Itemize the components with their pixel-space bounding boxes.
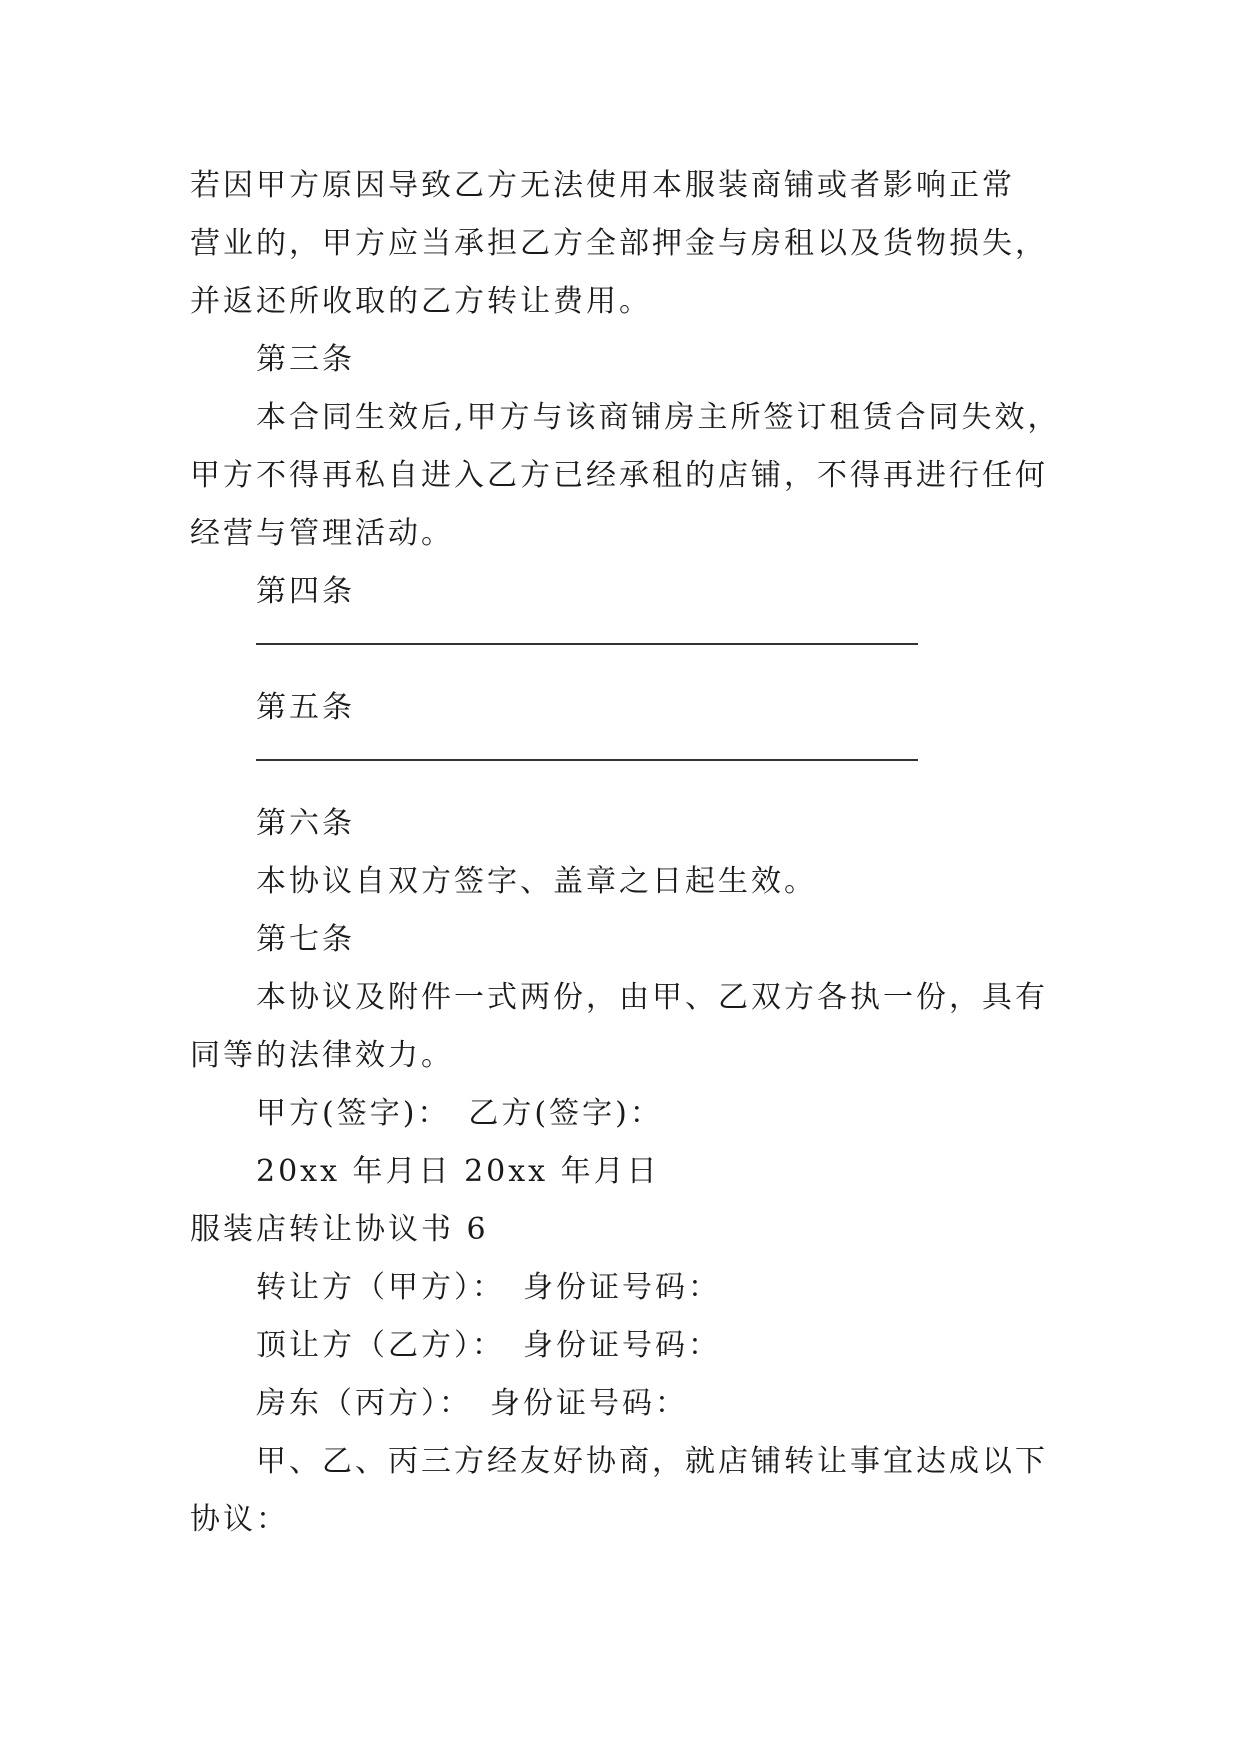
- article-heading: 第六条: [256, 806, 355, 841]
- paragraph-line: 同等的法律效力。: [190, 1038, 454, 1073]
- signature-line: 甲方(签字)： 乙方(签字)：: [256, 1096, 663, 1131]
- blank-fill-line: [256, 643, 918, 645]
- section-title: 服装店转让协议书 6: [190, 1212, 489, 1247]
- blank-fill-line: [256, 759, 918, 761]
- article-heading: 第七条: [256, 922, 355, 957]
- date-line: 20xx 年月日 20xx 年月日: [256, 1154, 660, 1189]
- paragraph-line: 若因甲方原因导致乙方无法使用本服装商铺或者影响正常: [190, 168, 1015, 203]
- paragraph-line: 本协议及附件一式两份，由甲、乙双方各执一份，具有: [256, 980, 1048, 1015]
- paragraph-line: 甲、乙、丙三方经友好协商，就店铺转让事宜达成以下: [256, 1444, 1048, 1479]
- article-heading: 第五条: [256, 690, 355, 725]
- article-heading: 第四条: [256, 574, 355, 609]
- paragraph-line: 营业的，甲方应当承担乙方全部押金与房租以及货物损失，: [190, 226, 1048, 261]
- party-line: 顶让方（乙方）： 身份证号码：: [256, 1328, 721, 1363]
- paragraph-line: 协议：: [190, 1502, 289, 1537]
- paragraph-line: 本协议自双方签字、盖章之日起生效。: [256, 864, 817, 899]
- paragraph-line: 并返还所收取的乙方转让费用。: [190, 284, 652, 319]
- paragraph-line: 甲方不得再私自进入乙方已经承租的店铺，不得再进行任何: [190, 458, 1048, 493]
- paragraph-line: 经营与管理活动。: [190, 516, 454, 551]
- paragraph-line: 本合同生效后,甲方与该商铺房主所签订租赁合同失效，: [256, 400, 1061, 435]
- party-line: 转让方（甲方）： 身份证号码：: [256, 1270, 721, 1305]
- article-heading: 第三条: [256, 342, 355, 377]
- party-line: 房东（丙方）： 身份证号码：: [256, 1386, 688, 1421]
